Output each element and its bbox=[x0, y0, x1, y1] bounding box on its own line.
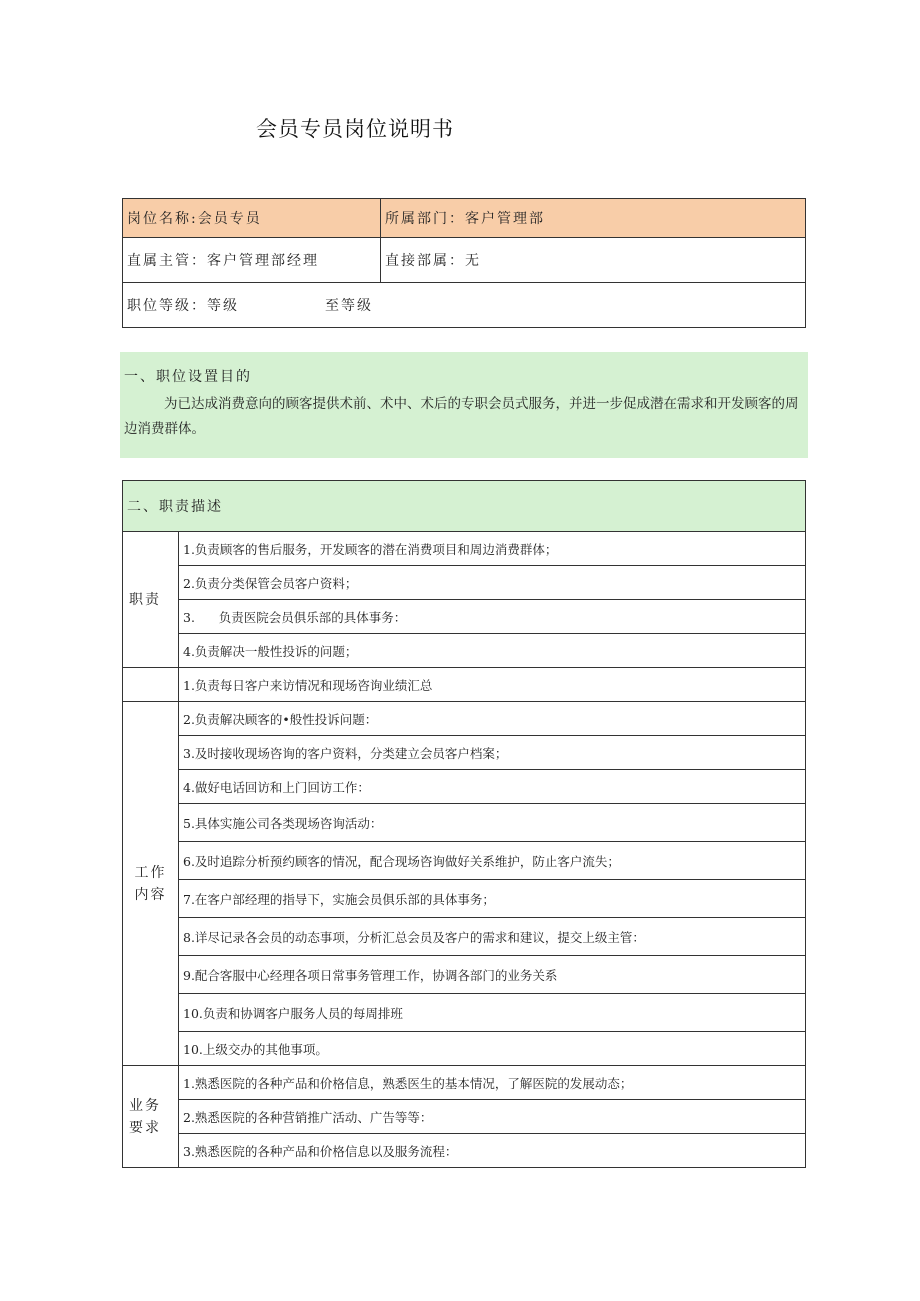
responsibilities-label: 职责 bbox=[123, 532, 179, 668]
duties-heading: 二、职责描述 bbox=[123, 481, 806, 532]
list-item: 3. 负责医院会员俱乐部的具体事务： bbox=[179, 600, 806, 634]
list-item: 1.负责每日客户来访情况和现场咨询业绩汇总 bbox=[179, 668, 806, 702]
empty-cell bbox=[123, 668, 179, 702]
list-item: 2.负责解决顾客的•般性投诉问题： bbox=[179, 702, 806, 736]
department: 所属部门：客户管理部 bbox=[381, 199, 806, 238]
purpose-body: 为已达成消费意向的顾客提供术前、术中、术后的专职会员式服务，并进一步促成潜在需求和开发顾客的周边消费群体。 bbox=[124, 396, 799, 437]
list-item: 3.及时接收现场咨询的客户资料，分类建立会员客户档案； bbox=[179, 736, 806, 770]
list-item: 9.配合客服中心经理各项日常事务管理工作，协调各部门的业务关系 bbox=[179, 956, 806, 994]
list-item: 7.在客户部经理的指导下，实施会员俱乐部的具体事务； bbox=[179, 880, 806, 918]
list-item: 10.上级交办的其他事项。 bbox=[179, 1032, 806, 1066]
list-item: 4.负责解决一般性投诉的问题； bbox=[179, 634, 806, 668]
list-item: 2.负责分类保管会员客户资料； bbox=[179, 566, 806, 600]
list-item: 6.及时追踪分析预约顾客的情况，配合现场咨询做好关系维护，防止客户流失； bbox=[179, 842, 806, 880]
list-item: 2.熟悉医院的各种营销推广活动、广告等等： bbox=[179, 1100, 806, 1134]
duties-table bbox=[122, 480, 806, 1168]
list-item: 1.负责顾客的售后服务，开发顾客的潜在消费项目和周边消费群体； bbox=[179, 532, 806, 566]
level-label: 职位等级：等级 bbox=[127, 298, 239, 314]
list-item: 1.熟悉医院的各种产品和价格信息，熟悉医生的基本情况，了解医院的发展动态； bbox=[179, 1066, 806, 1100]
list-item: 3.熟悉医院的各种产品和价格信息以及服务流程： bbox=[179, 1134, 806, 1168]
work-content-label: 工作内容 bbox=[123, 702, 179, 1066]
level-to: 至等级 bbox=[325, 298, 373, 314]
list-item: 8.详尽记录各会员的动态事项，分析汇总会员及客户的需求和建议，提交上级主管： bbox=[179, 918, 806, 956]
list-item: 5.具体实施公司各类现场咨询活动： bbox=[179, 804, 806, 842]
subordinates: 直接部属：无 bbox=[381, 238, 806, 283]
position-info-table bbox=[122, 198, 806, 328]
purpose-section bbox=[120, 352, 808, 458]
list-item: 10.负责和协调客户服务人员的每周排班 bbox=[179, 994, 806, 1032]
position-level bbox=[123, 283, 806, 328]
requirements-label: 业务要求 bbox=[123, 1066, 179, 1168]
purpose-heading: 一、职位设置目的 bbox=[124, 369, 252, 385]
page-title: 会员专员岗位说明书 bbox=[256, 117, 454, 141]
supervisor: 直属主管：客户管理部经理 bbox=[123, 238, 381, 283]
position-name: 岗位名称:会员专员 bbox=[123, 199, 381, 238]
list-item: 4.做好电话回访和上门回访工作： bbox=[179, 770, 806, 804]
